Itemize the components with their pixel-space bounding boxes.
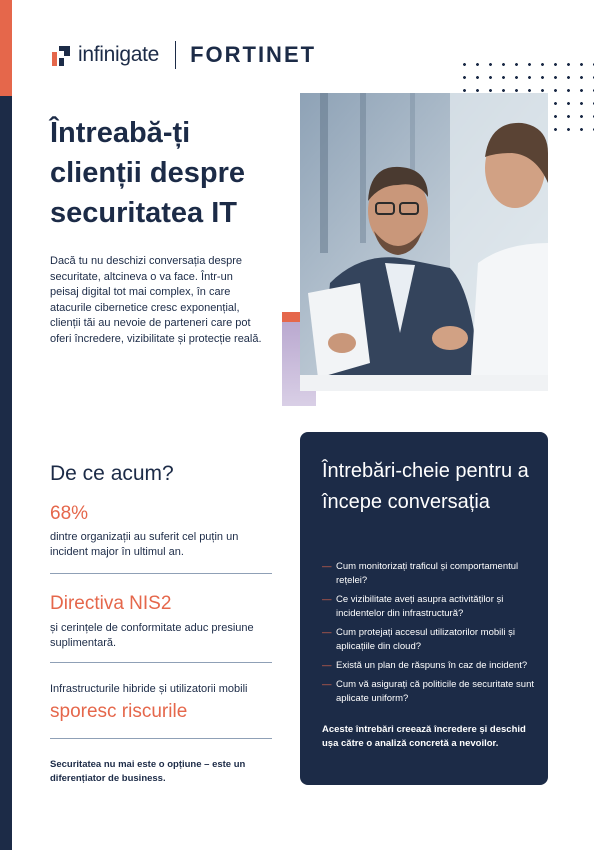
stat-risk-text: Infrastructurile hibride și utilizatorii mobili xyxy=(50,683,248,695)
logo-divider xyxy=(175,41,176,69)
infinigate-mark-icon xyxy=(52,44,72,66)
divider xyxy=(50,662,272,663)
divider xyxy=(50,738,272,739)
dash-icon: — xyxy=(322,679,332,690)
infinigate-logo xyxy=(52,43,159,67)
stat-directive: Directiva NIS2 xyxy=(50,593,172,614)
question-text: Cum monitorizați traficul și comportamentul rețelei? xyxy=(336,561,519,586)
question-text: Cum protejați accesul utilizatorilor mobili și aplicațiile din cloud? xyxy=(336,627,515,652)
divider xyxy=(50,573,272,574)
list-item xyxy=(322,626,534,654)
list-item xyxy=(322,659,534,673)
why-now-heading: De ce acum? xyxy=(50,462,174,485)
questions-list xyxy=(322,560,534,711)
question-text: Cum vă asigurați că politicile de securitate sunt aplicate uniform? xyxy=(336,679,535,704)
left-accent-bar-orange xyxy=(0,0,12,96)
photo-illustration xyxy=(300,93,548,391)
logo-bar xyxy=(52,40,316,70)
business-meeting-photo xyxy=(300,93,548,391)
questions-card-footer: Aceste întrebări creează încredere și deschid ușa către o analiză concretă a nevoilor. xyxy=(322,724,526,749)
question-text: Ce vizibilitate aveți asupra activităților și incidentelor din infrastructură? xyxy=(336,594,504,619)
stat-percentage-text: dintre organizații au suferit cel puțin un incident major în ultimul an. xyxy=(50,531,239,558)
intro-paragraph: Dacă tu nu deschizi conversația despre securitate, altcineva o va face. Într-un peisaj digital tot mai complex, în care atacurile cibernetice cresc exponențial, clienții tăi au nevoie de parteneri care pot oferi încredere, vizibilitate și protecție reală. xyxy=(50,255,262,345)
fortinet-logo xyxy=(190,42,316,68)
dash-icon: — xyxy=(322,627,332,638)
dash-icon: — xyxy=(322,594,332,605)
stat-percentage: 68% xyxy=(50,503,89,524)
questions-card xyxy=(300,432,548,785)
questions-card-title: Întrebări-cheie pentru a începe conversația xyxy=(322,460,529,513)
page-headline: Întreabă-ți clienții despre securitatea IT xyxy=(50,117,246,229)
left-accent-bar xyxy=(0,0,12,850)
stat-directive-text: și cerințele de conformitate aduc presiune suplimentară. xyxy=(50,622,254,649)
question-text: Există un plan de răspuns în caz de incident? xyxy=(336,660,528,671)
list-item xyxy=(322,560,534,588)
list-item xyxy=(322,678,534,706)
dash-icon: — xyxy=(322,660,332,671)
infinigate-wordmark: infinigate xyxy=(78,43,160,66)
fortinet-wordmark: FORTINET xyxy=(190,42,317,67)
stat-risk: sporesc riscurile xyxy=(50,701,188,722)
closing-statement: Securitatea nu mai este o opțiune – este un diferențiator de business. xyxy=(50,759,246,784)
list-item xyxy=(322,593,534,621)
dash-icon: — xyxy=(322,561,332,572)
